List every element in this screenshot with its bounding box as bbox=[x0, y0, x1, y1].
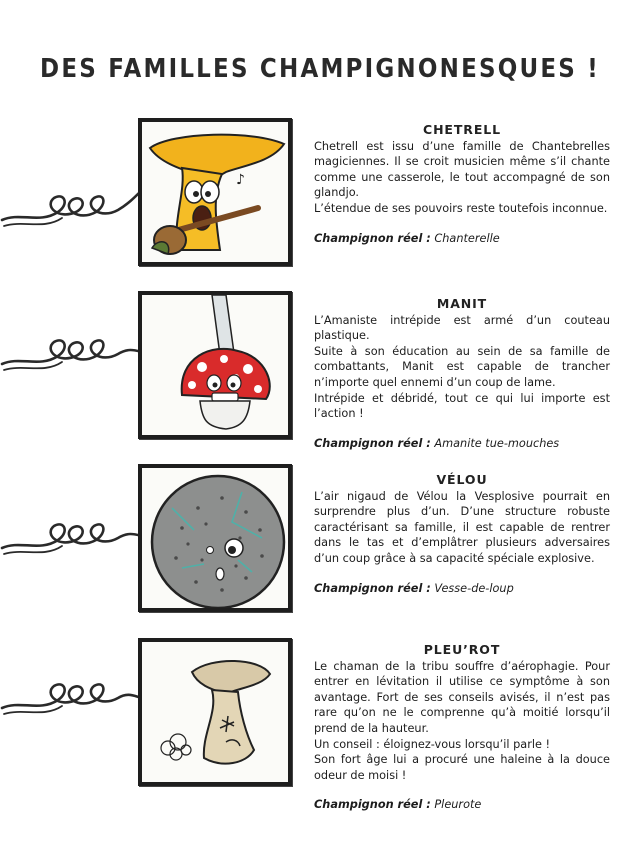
illustration-frame bbox=[138, 118, 292, 266]
real-mushroom-label: Champignon réel : bbox=[314, 436, 431, 450]
family-name: VÉLOU bbox=[436, 472, 488, 487]
family-card-chetrell bbox=[0, 112, 640, 282]
real-mushroom-label: Champignon réel : bbox=[314, 798, 431, 812]
string-decoration bbox=[0, 636, 150, 806]
svg-text:♪: ♪ bbox=[236, 172, 245, 188]
text-line: L’air nigaud de Vélou la Vesplosive pourrait en surprendre plus d’un. D’une structure robuste caractérisant sa famille, il est capable de rentrer dans le tas et d’emplâtrer plusieurs adversaires d’un coup grâce à sa capacité spéciale explosive. bbox=[314, 489, 610, 565]
family-text bbox=[314, 659, 610, 784]
string-decoration bbox=[0, 112, 150, 282]
oyster-mushroom-character-illustration bbox=[142, 642, 288, 782]
real-mushroom bbox=[314, 581, 610, 597]
family-description bbox=[314, 472, 610, 596]
family-name: PLEU’ROT bbox=[423, 642, 501, 657]
text-line: Chetrell est issu d’une famille de Chantebrelles magiciennes. Il se croit musicien même s’il chante comme une casserole, le tout accompagné de son glandjo. bbox=[314, 139, 610, 200]
page-title: DES FAMILLES CHAMPIGNONESQUES ! bbox=[40, 54, 600, 84]
real-mushroom bbox=[314, 797, 610, 813]
text-line: Intrépide et débridé, tout ce qui lui importe est l’action ! bbox=[314, 391, 610, 421]
family-card-pleurot bbox=[0, 636, 640, 812]
family-name: CHETRELL bbox=[423, 122, 501, 137]
real-mushroom-value: Vesse-de-loup bbox=[434, 581, 514, 595]
family-description bbox=[314, 642, 610, 813]
fly-agaric-character-illustration bbox=[142, 295, 288, 435]
illustration-frame bbox=[138, 291, 292, 439]
family-text bbox=[314, 139, 610, 217]
family-text bbox=[314, 313, 610, 422]
text-line: L’Amaniste intrépide est armé d’un couteau plastique. bbox=[314, 313, 610, 343]
text-line: L’étendue de ses pouvoirs reste toutefois inconnue. bbox=[314, 201, 608, 215]
real-mushroom bbox=[314, 436, 610, 452]
illustration-frame bbox=[138, 638, 292, 786]
family-description bbox=[314, 296, 610, 451]
family-name: MANIT bbox=[436, 296, 488, 311]
family-text bbox=[314, 489, 610, 567]
illustration-frame bbox=[138, 464, 292, 612]
real-mushroom bbox=[314, 231, 610, 247]
puffball-character-illustration bbox=[142, 468, 288, 608]
real-mushroom-value: Chanterelle bbox=[434, 231, 500, 245]
string-decoration bbox=[0, 286, 150, 456]
text-line: Son fort âge lui a procuré une haleine à la douce odeur de moisi ! bbox=[314, 753, 610, 782]
real-mushroom-value: Amanite tue-mouches bbox=[434, 436, 560, 450]
text-line: Le chaman de la tribu souffre d’aérophagie. Pour entrer en lévitation il utilise ce symptôme à son avantage. Fort de ses conseils avisés, il n’est pas rare qu’on ne le comprenne qu’à moitié lorsqu’il prend de la hauteur. bbox=[314, 659, 610, 735]
family-description bbox=[314, 122, 610, 246]
real-mushroom-value: Pleurote bbox=[434, 798, 482, 812]
real-mushroom-label: Champignon réel : bbox=[314, 231, 431, 245]
text-line: Suite à son éducation au sein de sa famille de combattants, Manit est capable de trancher n’importe quel ennemi d’un coup de lame. bbox=[314, 344, 610, 389]
text-line: Un conseil : éloignez-vous lorsqu’il parle ! bbox=[314, 737, 551, 751]
real-mushroom-label: Champignon réel : bbox=[314, 581, 431, 595]
string-decoration bbox=[0, 462, 150, 632]
family-card-manit bbox=[0, 286, 640, 456]
chanterelle-character-illustration bbox=[142, 122, 288, 262]
family-card-velou bbox=[0, 462, 640, 632]
